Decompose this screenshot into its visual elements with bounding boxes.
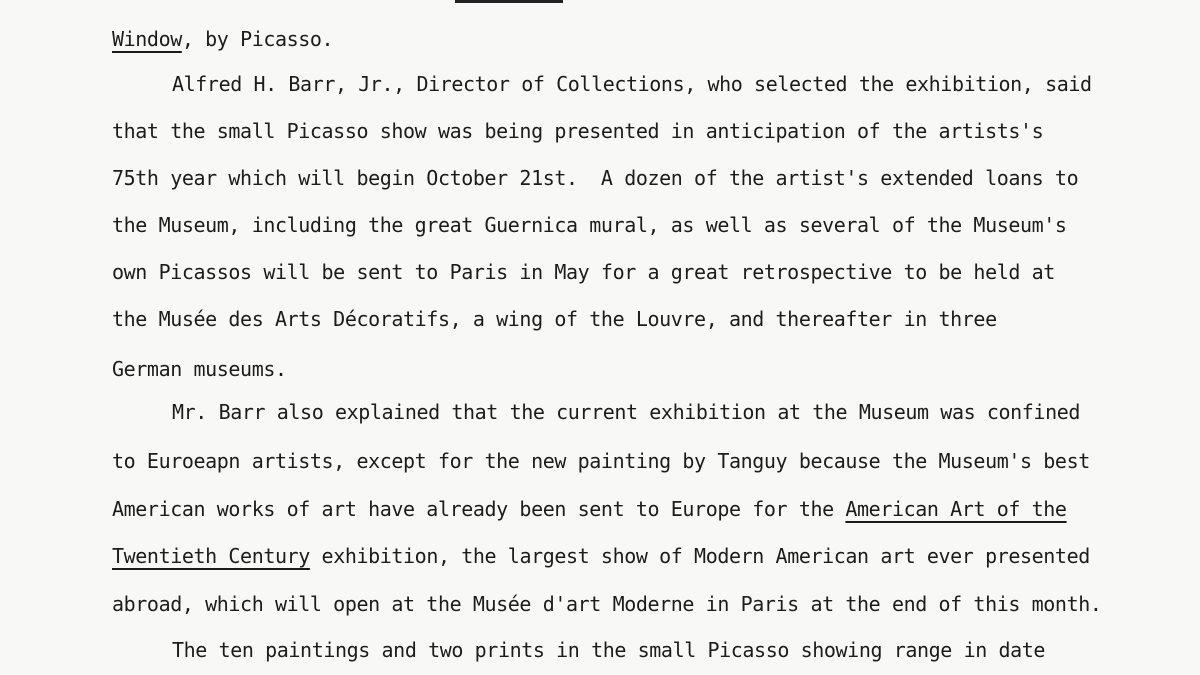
text-line-3-text: that the small Picasso show was being presented in anticipation of the artists's bbox=[112, 119, 1044, 143]
text-line-9-text: Mr. Barr also explained that the current exhibition at the Museum was confined bbox=[172, 400, 1080, 424]
text-line-1-post: , by Picasso. bbox=[181, 27, 334, 51]
underlined-title-twentieth-century: Twentieth Century bbox=[112, 544, 310, 568]
text-line-5-text: the Museum, including the great Guernica mural, as well as several of the Museum's bbox=[112, 213, 1067, 237]
text-line-14 bbox=[172, 638, 1045, 662]
underlined-title-american-art: American Art of the bbox=[845, 497, 1067, 521]
text-line-10-text: to Euroeapn artists, except for the new painting by Tanguy because the Museum's best bbox=[112, 449, 1090, 473]
text-line-12 bbox=[112, 544, 1090, 568]
text-line-4-text: 75th year which will begin October 21st. A dozen of the artist's extended loans to bbox=[112, 166, 1079, 190]
text-line-8-text: German museums. bbox=[112, 357, 287, 381]
text-line-4 bbox=[112, 166, 1078, 190]
text-line-12-post: exhibition, the largest show of Modern American art ever presented bbox=[309, 544, 1090, 568]
text-line-5 bbox=[112, 213, 1067, 237]
underlined-title-window: Window bbox=[112, 27, 182, 51]
text-line-13 bbox=[112, 592, 1102, 616]
text-line-3 bbox=[112, 119, 1043, 143]
text-line-8 bbox=[112, 357, 287, 381]
text-line-11-pre: American works of art have already been sent to Europe for the bbox=[112, 497, 846, 521]
top-underline-fragment bbox=[455, 0, 563, 3]
text-line-2-text: Alfred H. Barr, Jr., Director of Collections, who selected the exhibition, said bbox=[172, 72, 1092, 96]
text-line-11 bbox=[112, 497, 1067, 521]
text-line-7 bbox=[112, 307, 997, 331]
text-line-2 bbox=[172, 72, 1092, 96]
text-line-6-text: own Picassos will be sent to Paris in May for a great retrospective to be held at bbox=[112, 260, 1055, 284]
text-line-7-text: the Musée des Arts Décoratifs, a wing of the Louvre, and thereafter in three bbox=[112, 307, 997, 331]
text-line-1 bbox=[112, 27, 333, 51]
text-line-6 bbox=[112, 260, 1055, 284]
text-line-9 bbox=[172, 400, 1080, 424]
text-line-10 bbox=[112, 449, 1090, 473]
text-line-14-text: The ten paintings and two prints in the small Picasso showing range in date bbox=[172, 638, 1046, 662]
text-line-13-text: abroad, which will open at the Musée d'art Moderne in Paris at the end of this month. bbox=[112, 592, 1102, 616]
